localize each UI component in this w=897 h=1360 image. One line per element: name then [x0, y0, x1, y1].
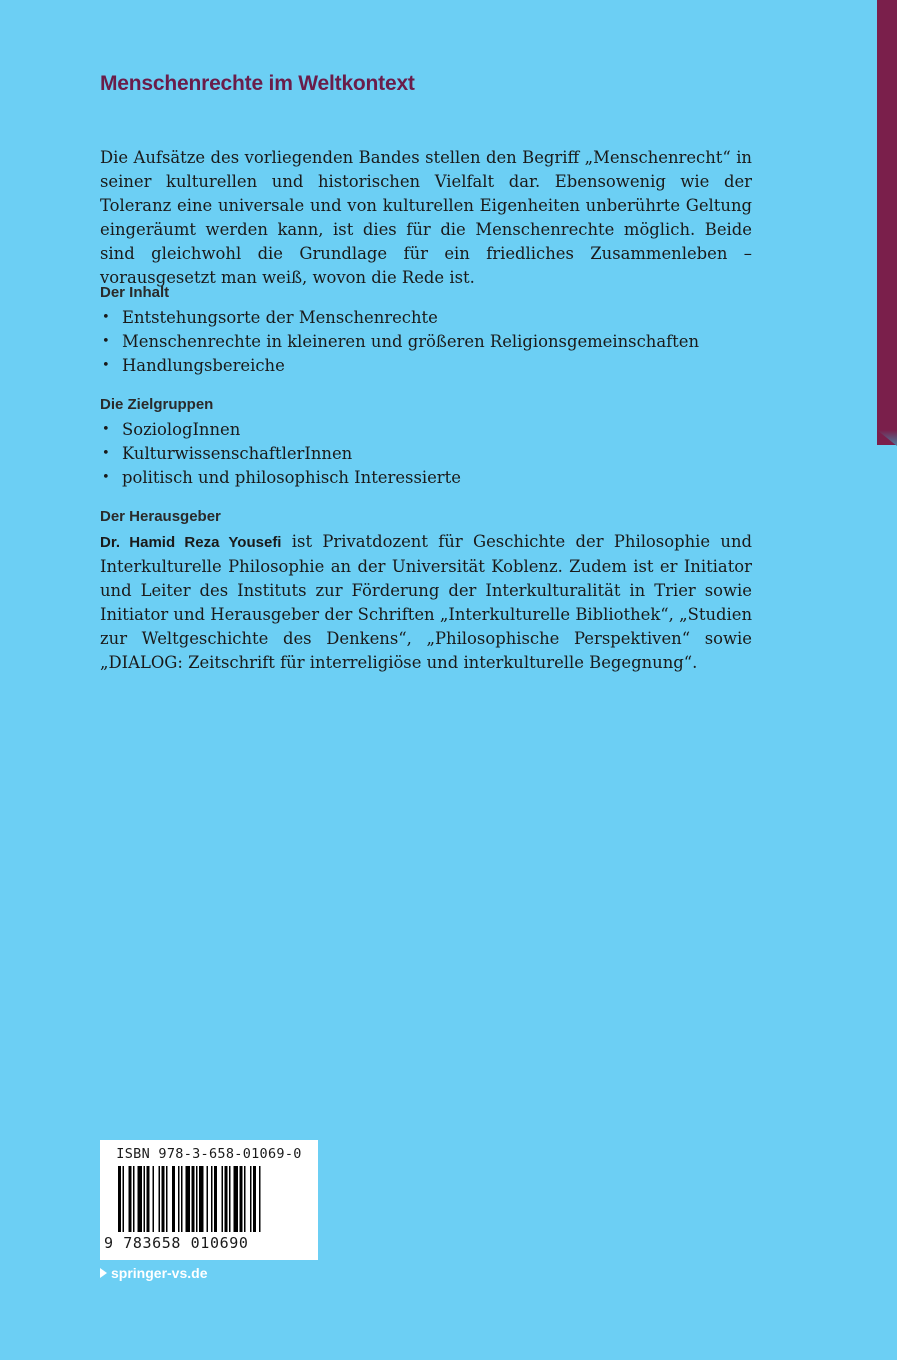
spine-color-strip [877, 0, 897, 445]
zielgruppen-list [100, 418, 752, 490]
list-item: • KulturwissenschaftlerInnen [100, 442, 752, 466]
editor-bio [100, 530, 752, 675]
section-heading-inhalt: Der Inhalt [100, 284, 170, 301]
section-heading-herausgeber: Der Herausgeber [100, 508, 221, 525]
book-title: Menschenrechte im Weltkontext [100, 72, 415, 95]
list-item: • Handlungsbereiche [100, 354, 752, 378]
isbn-barcode [100, 1140, 318, 1260]
arrow-right-icon [100, 1268, 107, 1278]
barcode-digits: 9 783658 010690 [104, 1234, 249, 1252]
list-item: • Entstehungsorte der Menschenrechte [100, 306, 752, 330]
section-inhalt [100, 282, 752, 378]
list-item: • politisch und philosophisch Interessierte [100, 466, 752, 490]
intro-paragraph: Die Aufsätze des vorliegenden Bandes stellen den Begriff „Menschenrecht“ in seiner kulturellen und historischen Vielfalt dar. Ebensowenig wie der Toleranz eine universale und von kulturellen Eigenheiten unberührte Geltung eingeräumt werden kann, ist dies für die Menschenrechte möglich. Beide sind gleichwohl die Grundlage für ein friedliches Zusammenleben – vorausgesetzt man weiß, wovon die Rede ist. [100, 148, 752, 287]
inhalt-list [100, 306, 752, 378]
isbn-number: ISBN 978-3-658-01069-0 [116, 1146, 302, 1162]
barcode-bars [104, 1166, 314, 1236]
list-item: • Menschenrechte in kleineren und größeren Religionsgemeinschaften [100, 330, 752, 354]
section-heading-zielgruppen: Die Zielgruppen [100, 396, 214, 413]
publisher-link-text: springer-vs.de [111, 1265, 208, 1281]
section-herausgeber [100, 506, 752, 675]
editor-bio-text: ist Privatdozent für Geschichte der Philosophie und Interkulturelle Philosophie an der Universität Koblenz. Zudem ist er Initiator und Leiter des Instituts zur Förderung der Interkulturalität in Trier sowie Initiator und Herausgeber der Schriften „Interkulturelle Bibliothek“, „Studien zur Weltgeschichte des Denkens“, „Philosophische Perspektiven“ sowie „DIALOG: Zeitschrift für interreligiöse und interkulturelle Begegnung“. [100, 532, 752, 672]
editor-name: Dr. Hamid Reza Yousefi [100, 534, 282, 551]
section-zielgruppen [100, 394, 752, 490]
publisher-link[interactable] [100, 1265, 207, 1281]
list-item: • SoziologInnen [100, 418, 752, 442]
